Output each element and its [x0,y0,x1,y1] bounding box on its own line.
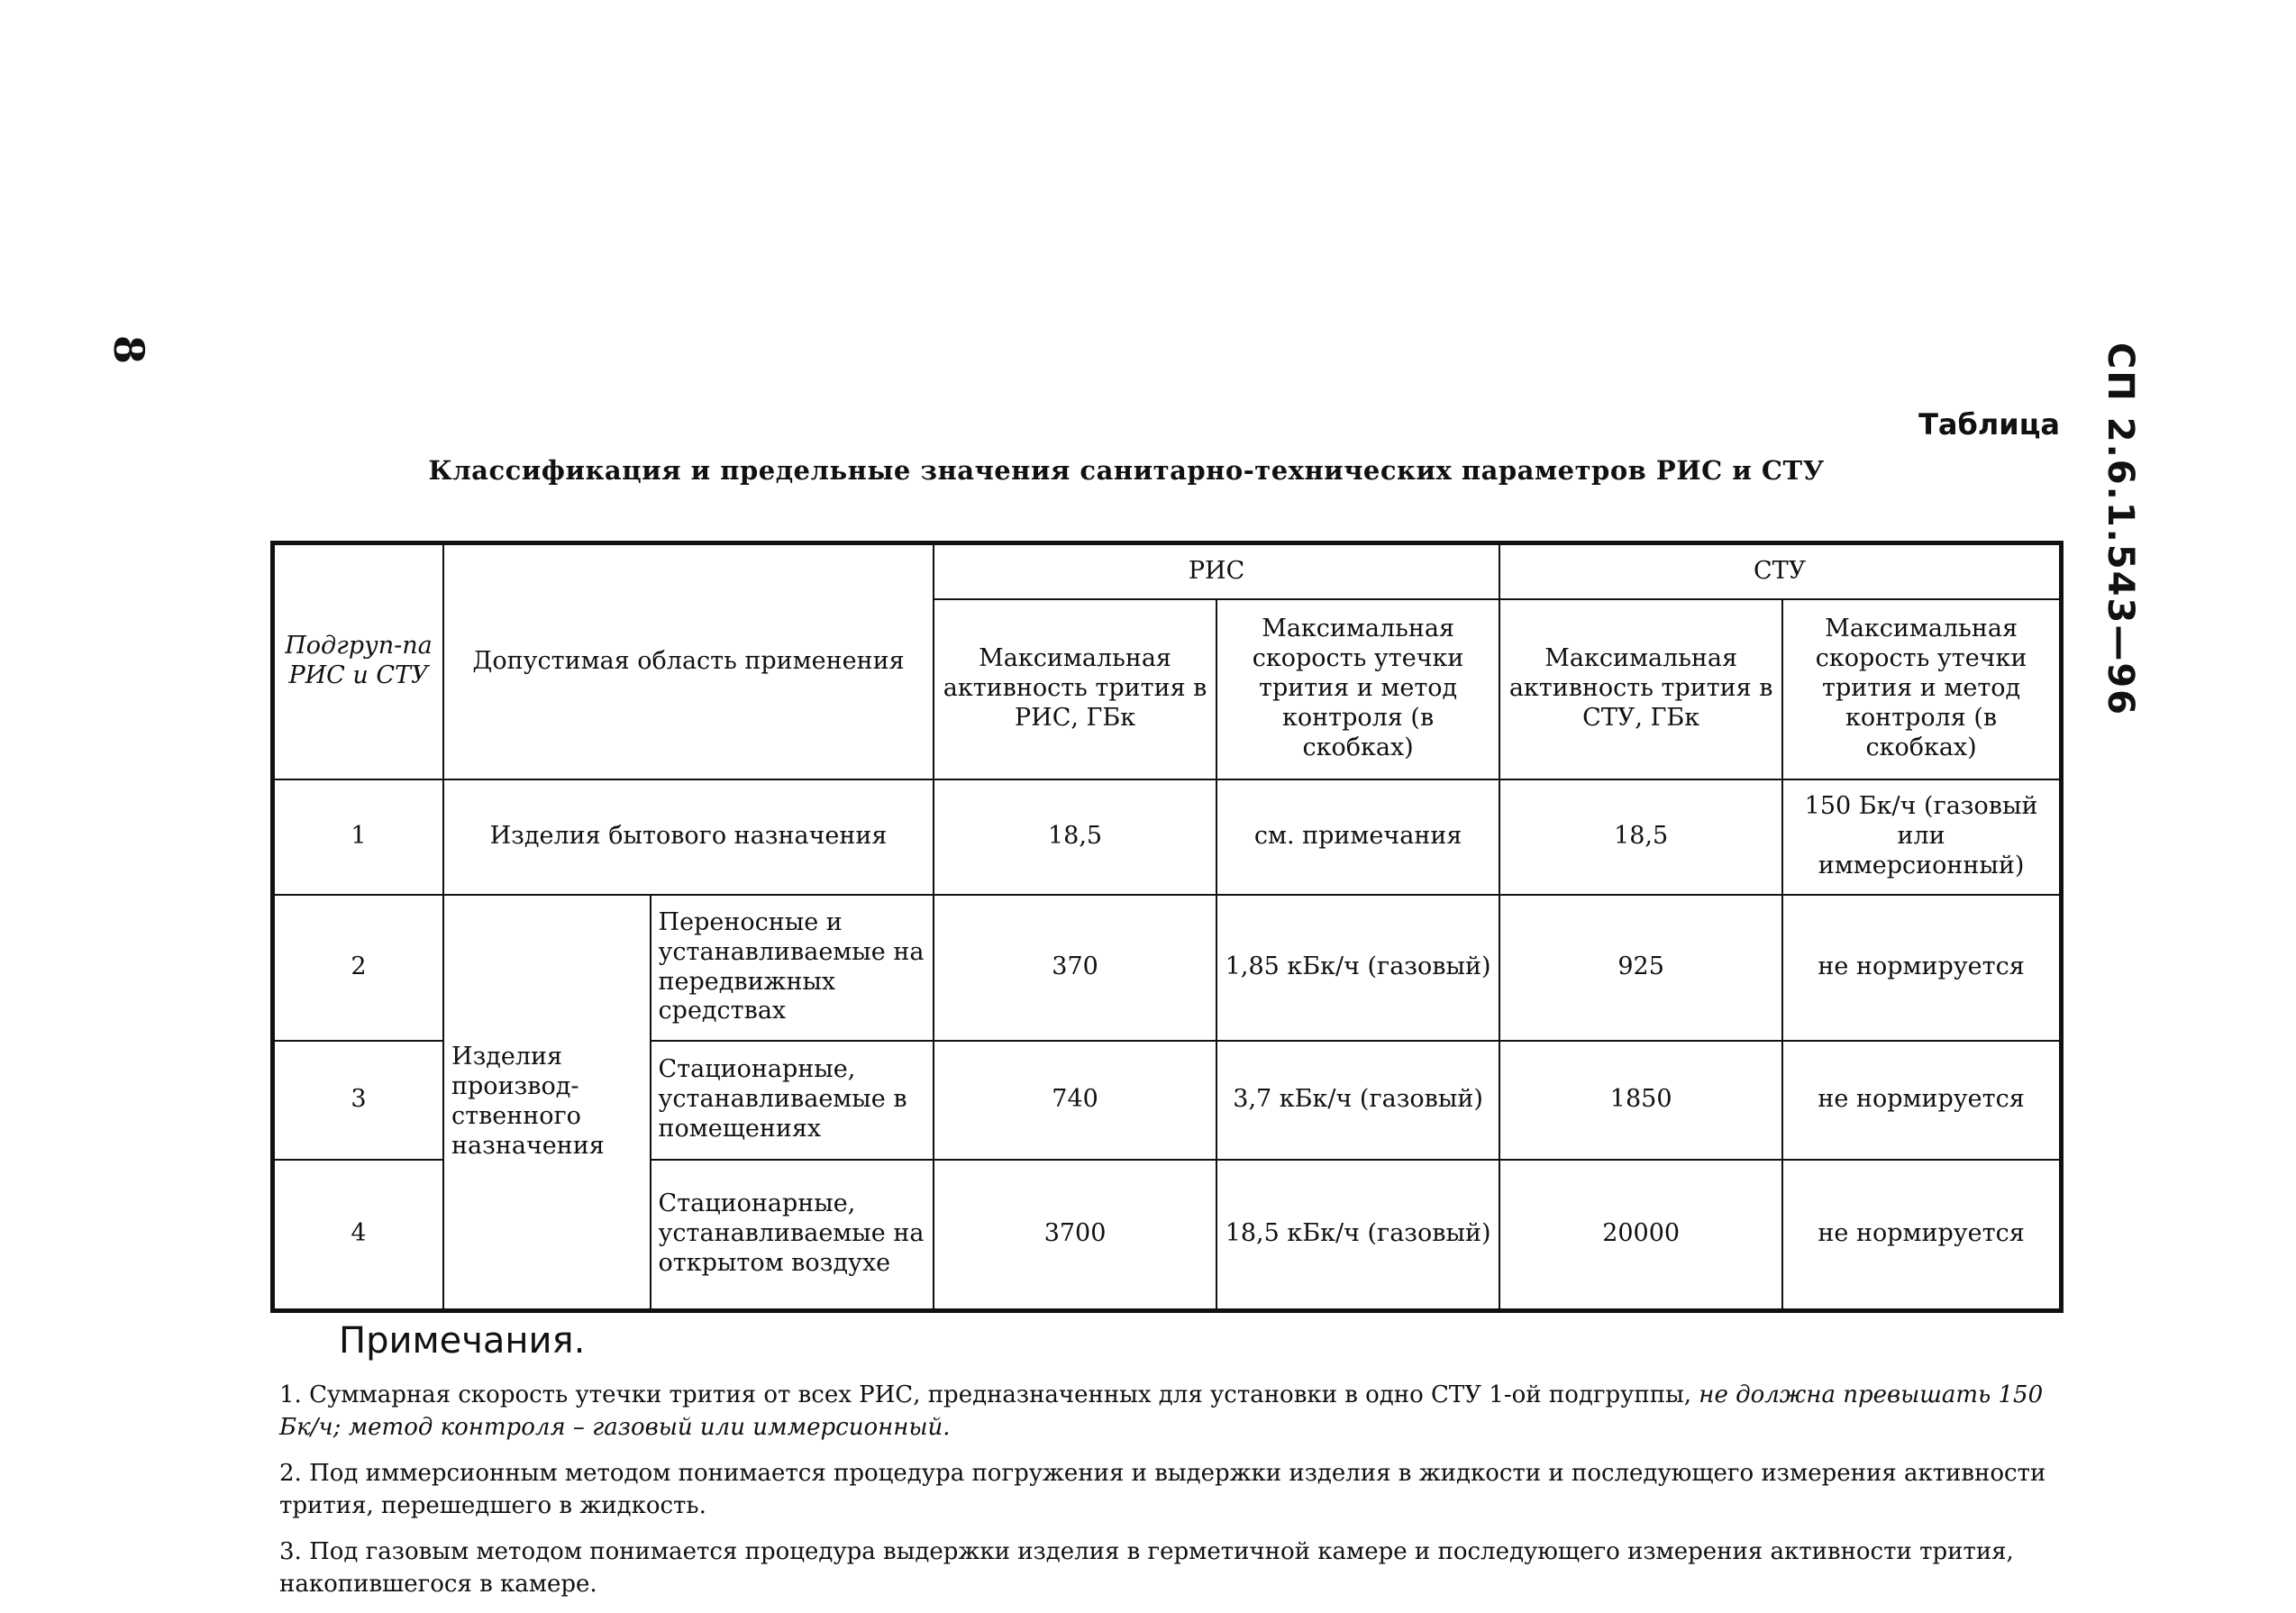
row-stu-leak: не нормируется [1782,895,2061,1041]
row-stu-activity: 20000 [1499,1160,1782,1311]
row-ris-leak: 18,5 кБк/ч (газовый) [1216,1160,1499,1311]
row-subgroup: 1 [273,779,444,895]
row-scope: Стационарные, устанавливаемые в помещениях [651,1041,934,1160]
row-subgroup: 2 [273,895,444,1041]
table-row [273,779,2062,895]
row-ris-activity: 3700 [934,1160,1216,1311]
header-scope: Допустимая область применения [443,543,934,779]
note-1-italic-text: не должна превышать 150 Бк/ч; метод контроля – газовый или иммерсионный. [279,1381,2044,1442]
document-code: СП 2.6.1.543—96 [2100,342,2141,716]
note-1-text: 1. Суммарная скорость утечки трития от всех РИС, предназначенных для установки в одно СТУ 1-ой подгруппы, [279,1381,1692,1408]
note-2: 2. Под иммерсионным методом понимается процедура погружения и выдержки изделия в жидкости и последующего измерения активности трития, перешедшего в жидкость. [279,1459,2046,1520]
row-ris-leak: 3,7 кБк/ч (газовый) [1216,1041,1499,1160]
row-subgroup: 3 [273,1041,444,1160]
row-ris-activity: 18,5 [934,779,1216,895]
header-stu-activity: Максимальная активность трития в СТУ, ГБк [1499,599,1782,779]
note-3: 3. Под газовым методом понимается процедура выдержки изделия в герметичной камере и последующего измерения активности трития, накопившегося в камере. [279,1537,2014,1598]
row-stu-leak: 150 Бк/ч (газовый или иммерсионный) [1782,779,2061,895]
notes-title: Примечания. [339,1320,586,1362]
row-ris-leak: см. примечания [1216,779,1499,895]
row-scope: Стационарные, устанавливаемые на открытом воздухе [651,1160,934,1311]
row-stu-activity: 925 [1499,895,1782,1041]
classification-table [270,541,2064,1313]
row-stu-activity: 1850 [1499,1041,1782,1160]
header-ris-leak: Максимальная скорость утечки трития и метод контроля (в скобках) [1216,599,1499,779]
header-ris: РИС [934,543,1499,599]
row-scope: Переносные и устанавливаемые на передвижных средствах [651,895,934,1041]
note-1 [279,1379,2064,1444]
page-number: 8 [105,335,153,365]
row-subgroup: 4 [273,1160,444,1311]
row-ris-activity: 740 [934,1041,1216,1160]
row-ris-leak: 1,85 кБк/ч (газовый) [1216,895,1499,1041]
row-stu-activity: 18,5 [1499,779,1782,895]
industrial-group-label: Изделия производ-ственного назначения [443,895,651,1311]
header-stu-leak: Максимальная скорость утечки трития и метод контроля (в скобках) [1782,599,2061,779]
row-stu-leak: не нормируется [1782,1160,2061,1311]
notes-section [270,1316,2064,1613]
header-subgroup: Подгруп-па РИС и СТУ [273,543,444,779]
header-stu: СТУ [1499,543,2061,599]
row-scope: Изделия бытового назначения [443,779,934,895]
table-row [273,895,2062,1041]
row-ris-activity: 370 [934,895,1216,1041]
header-ris-activity: Максимальная активность трития в РИС, ГБк [934,599,1216,779]
row-stu-leak: не нормируется [1782,1041,2061,1160]
table-label: Таблица [1918,407,2060,442]
table-title: Классификация и предельные значения санитарно-технических параметров РИС и СТУ [428,455,1825,486]
